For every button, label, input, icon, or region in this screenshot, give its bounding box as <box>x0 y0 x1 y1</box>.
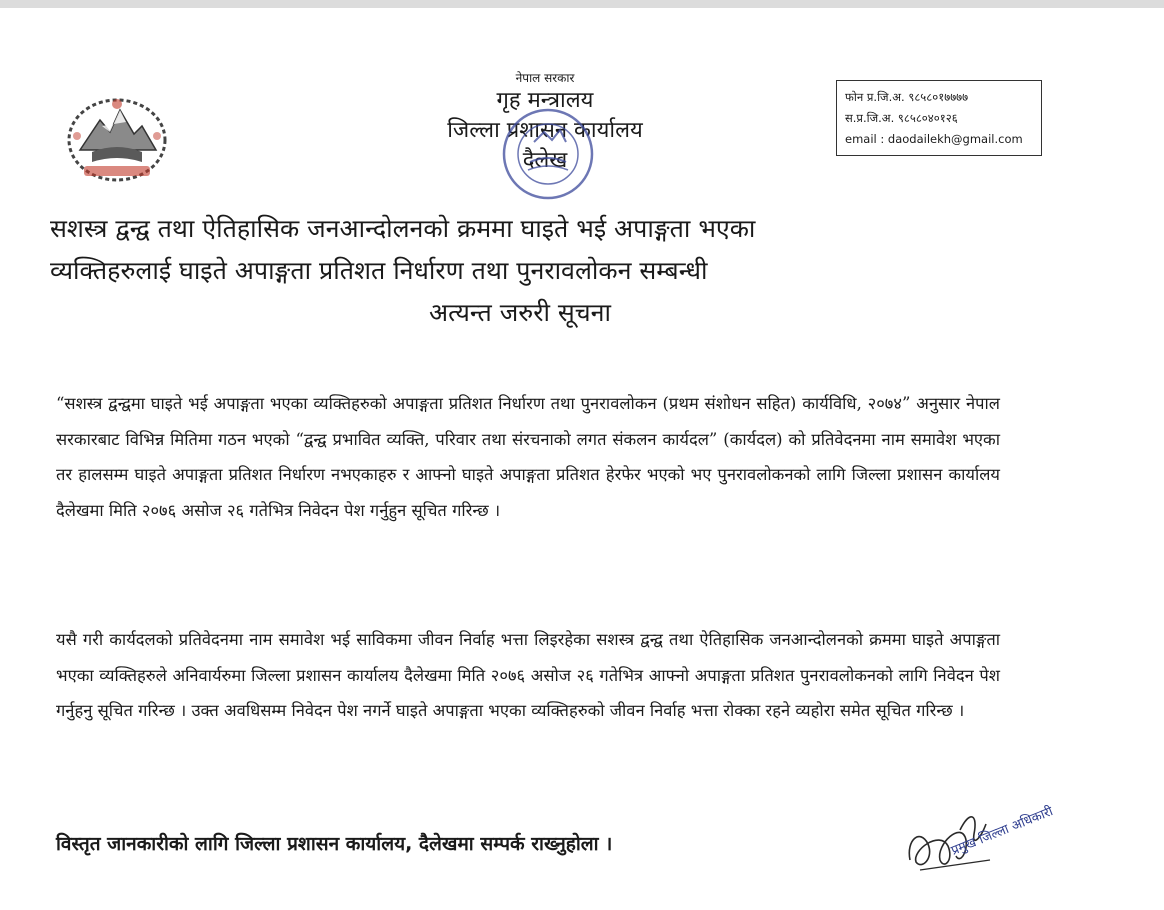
notice-paragraph-1: “सशस्त्र द्वन्द्वमा घाइते भई अपाङ्गता भएका व्यक्तिहरुको अपाङ्गता प्रतिशत निर्धारण तथा पुनरावलोकन (प्रथम संशोधन सहित) कार्यविधि, २०७४” अनुसार नेपाल सरकारबाट विभिन्न मितिमा गठन भएको “द्वन्द्व प्रभावित व्यक्ति, परिवार तथा संरचनाको लगत संकलन कार्यदल” (कार्यदल) को प्रतिवेदनमा नाम समावेश भएका तर हालसम्म घाइते अपाङ्गता प्रतिशत निर्धारण नभएकाहरु र आफ्नो घाइते अपाङ्गता प्रतिशत हेरफेर भएको भए पुनरावलोकनको लागि जिल्ला प्रशासन कार्यालय दैलेखमा मिति २०७६ असोज २६ गतेभित्र निवेदन पेश गर्नुहुन सूचित गरिन्छ । <box>56 394 1000 520</box>
scan-top-edge <box>0 0 1164 8</box>
phone-cdo: फोन प्र.जि.अ. ९८५८०१७७७७ <box>845 90 969 104</box>
signatory-title: प्रमुख जिल्ला अधिकारी <box>949 804 1056 859</box>
closing-line: विस्तृत जानकारीको लागि जिल्ला प्रशासन कार्यालय, दैलेखमा सम्पर्क राख्नुहोला । <box>56 833 613 855</box>
district-name: दैलेख <box>522 148 568 173</box>
email-address[interactable]: email : daodailekh@gmail.com <box>845 132 1023 146</box>
office-seal-stamp-icon <box>500 106 596 202</box>
ministry-name: गृह मन्त्रालय <box>496 88 594 113</box>
office-name: जिल्ला प्रशासन कार्यालय <box>447 118 643 143</box>
government-name: नेपाल सरकार <box>515 71 575 85</box>
notice-paragraph-2: यसै गरी कार्यदलको प्रतिवेदनमा नाम समावेश भई साविकमा जीवन निर्वाह भत्ता लिइरहेका सशस्त्र द्वन्द्व तथा ऐतिहासिक जनआन्दोलनको क्रममा घाइते अपाङ्गता भएका व्यक्तिहरुले अनिवार्यरुमा जिल्ला प्रशासन कार्यालय दैलेखमा मिति २०७६ असोज २६ गतेभित्र आफ्नो अपाङ्गता प्रतिशत पुनरावलोकनको लागि निवेदन पेश गर्नुहनु सूचित गरिन्छ । उक्त अवधिसम्म निवेदन पेश नगर्ने घाइते अपाङ्गता भएका व्यक्तिहरुको जीवन निर्वाह भत्ता रोक्का रहने व्यहोरा समेत सूचित गरिन्छ । <box>56 630 1000 720</box>
title-line-3: अत्यन्त जरुरी सूचना <box>428 298 612 327</box>
notice-title <box>50 208 950 334</box>
title-line-2: व्यक्तिहरुलाई घाइते अपाङ्गता प्रतिशत निर्धारण तथा पुनरावलोकन सम्बन्धी <box>50 256 708 285</box>
phone-acdo: स.प्र.जि.अ. ९८५८०४०१२६ <box>845 111 958 125</box>
title-line-1: सशस्त्र द्वन्द्व तथा ऐतिहासिक जनआन्दोलनको क्रममा घाइते भई अपाङ्गता भएका <box>50 214 756 243</box>
nepal-emblem-icon <box>62 92 172 184</box>
contact-box <box>836 80 1042 156</box>
